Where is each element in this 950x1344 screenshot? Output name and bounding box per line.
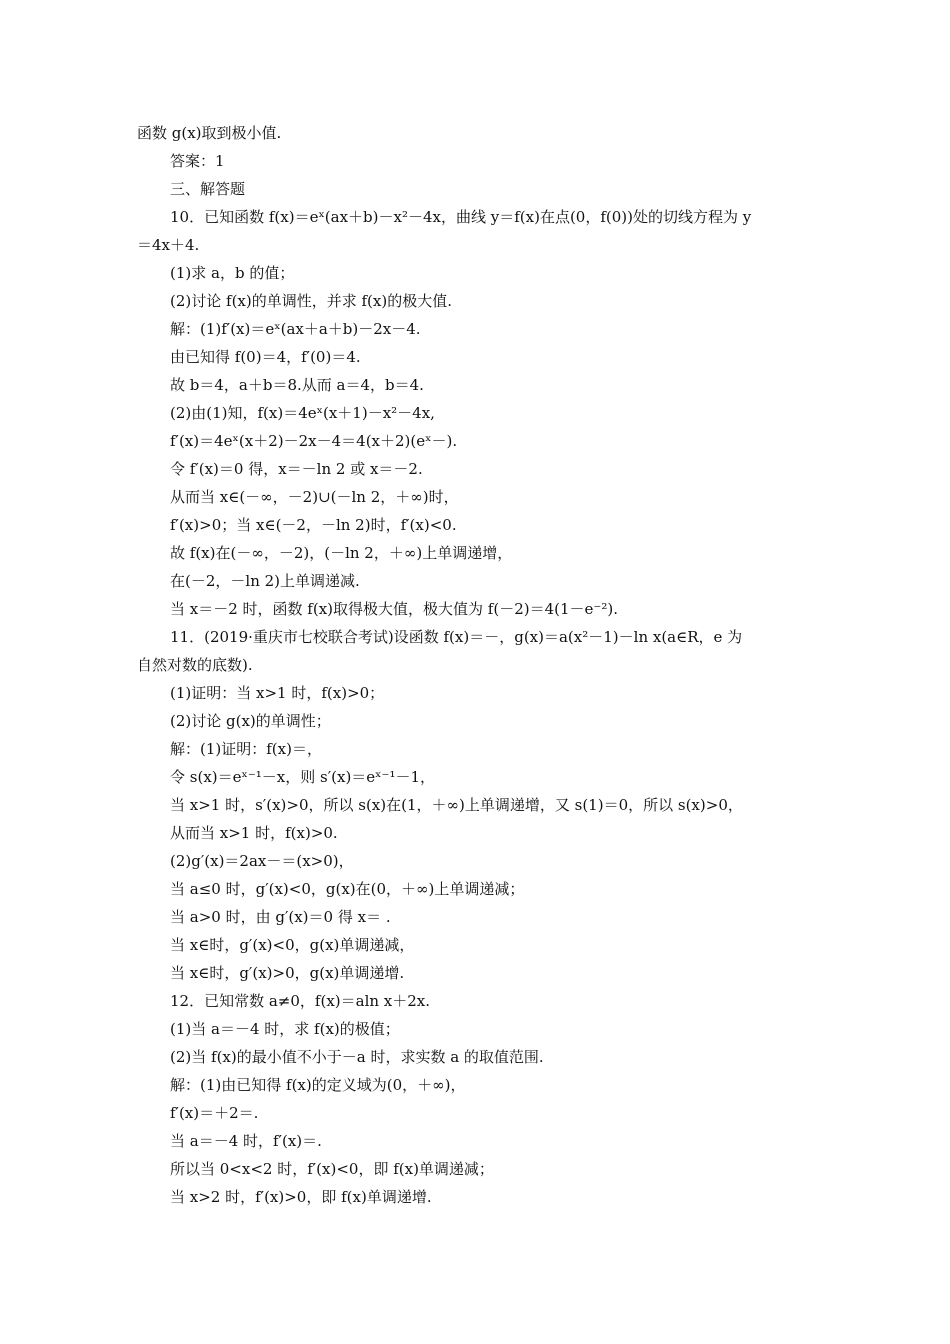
text-line: (2)讨论 g(x)的单调性； bbox=[170, 712, 331, 730]
text-line: 令 s(x)＝eˣ⁻¹－x，则 s′(x)＝eˣ⁻¹－1， bbox=[170, 768, 435, 786]
text-line: (2)g′(x)＝2ax－＝(x>0)， bbox=[170, 852, 354, 870]
text-line: 当 a>0 时，由 g′(x)＝0 得 x＝ . bbox=[170, 908, 391, 926]
text-line: 解：(1)由已知得 f(x)的定义域为(0，＋∞)， bbox=[170, 1076, 466, 1094]
text-line: 当 x>2 时，f′(x)>0，即 f(x)单调递增. bbox=[170, 1188, 432, 1206]
text-line: 解：(1)f′(x)＝eˣ(ax＋a＋b)－2x－4. bbox=[170, 320, 421, 338]
text-line: 当 x>1 时，s′(x)>0，所以 s(x)在(1，＋∞)上单调递增，又 s(1)＝0，所以 s(x)>0， bbox=[170, 796, 743, 814]
text-line: 当 x＝－2 时，函数 f(x)取得极大值，极大值为 f(－2)＝4(1－e⁻²). bbox=[170, 600, 618, 618]
question-11-text: 11．(2019·重庆市七校联合考试)设函数 f(x)＝－，g(x)＝a(x²－1)－ln x(a∈R，e 为 bbox=[170, 628, 743, 646]
text-line: 在(－2，－ln 2)上单调递减. bbox=[170, 572, 360, 590]
text-line: 当 a≤0 时，g′(x)<0，g(x)在(0，＋∞)上单调递减； bbox=[170, 880, 525, 898]
text-line: (2)由(1)知，f(x)＝4eˣ(x＋1)－x²－4x, bbox=[170, 404, 435, 422]
text-line: f′(x)>0；当 x∈(－2，－ln 2)时，f′(x)<0. bbox=[170, 516, 457, 534]
text-line: 当 a＝－4 时，f′(x)＝. bbox=[170, 1132, 322, 1150]
text-line: ＝4x＋4. bbox=[137, 236, 200, 254]
text-line: (2)当 f(x)的最小值不小于－a 时，求实数 a 的取值范围. bbox=[170, 1048, 544, 1066]
text-line: 当 x∈时，g′(x)<0，g(x)单调递减， bbox=[170, 936, 415, 954]
text-line: (1)求 a，b 的值； bbox=[170, 264, 295, 282]
text-line: 由已知得 f(0)＝4，f′(0)＝4. bbox=[170, 348, 361, 366]
text-line: 解：(1)证明：f(x)＝， bbox=[170, 740, 322, 758]
text-line: 故 f(x)在(－∞，－2)，(－ln 2，＋∞)上单调递增， bbox=[170, 544, 513, 562]
text-line: 令 f′(x)＝0 得，x＝－ln 2 或 x＝－2. bbox=[170, 460, 423, 478]
question-10-text: 10．已知函数 f(x)＝eˣ(ax＋b)－x²－4x，曲线 y＝f(x)在点(0，f(0))处的切线方程为 y bbox=[170, 208, 752, 226]
text-line: 答案：1 bbox=[170, 152, 225, 170]
text-line: (2)讨论 f(x)的单调性，并求 f(x)的极大值. bbox=[170, 292, 452, 310]
text-line: 当 x∈时，g′(x)>0，g(x)单调递增. bbox=[170, 964, 405, 982]
text-line: f′(x)＝4eˣ(x＋2)－2x－4＝4(x＋2)(eˣ－). bbox=[170, 432, 458, 450]
section-heading: 三、解答题 bbox=[170, 180, 246, 198]
text-line: (1)当 a＝－4 时，求 f(x)的极值； bbox=[170, 1020, 400, 1038]
text-line: 从而当 x∈(－∞，－2)∪(－ln 2，＋∞)时， bbox=[170, 488, 459, 506]
text-line: (1)证明：当 x>1 时，f(x)>0； bbox=[170, 684, 385, 702]
text-line: 自然对数的底数). bbox=[137, 656, 253, 674]
question-12-text: 12．已知常数 a≠0，f(x)＝aln x＋2x. bbox=[170, 992, 431, 1010]
text-line: 函数 g(x)取到极小值. bbox=[137, 124, 282, 142]
text-line: 故 b＝4，a＋b＝8.从而 a＝4，b＝4. bbox=[170, 376, 424, 394]
text-line: f′(x)＝＋2＝. bbox=[170, 1104, 259, 1122]
text-line: 从而当 x>1 时，f(x)>0. bbox=[170, 824, 338, 842]
text-line: 所以当 0<x<2 时，f′(x)<0，即 f(x)单调递减； bbox=[170, 1160, 494, 1178]
